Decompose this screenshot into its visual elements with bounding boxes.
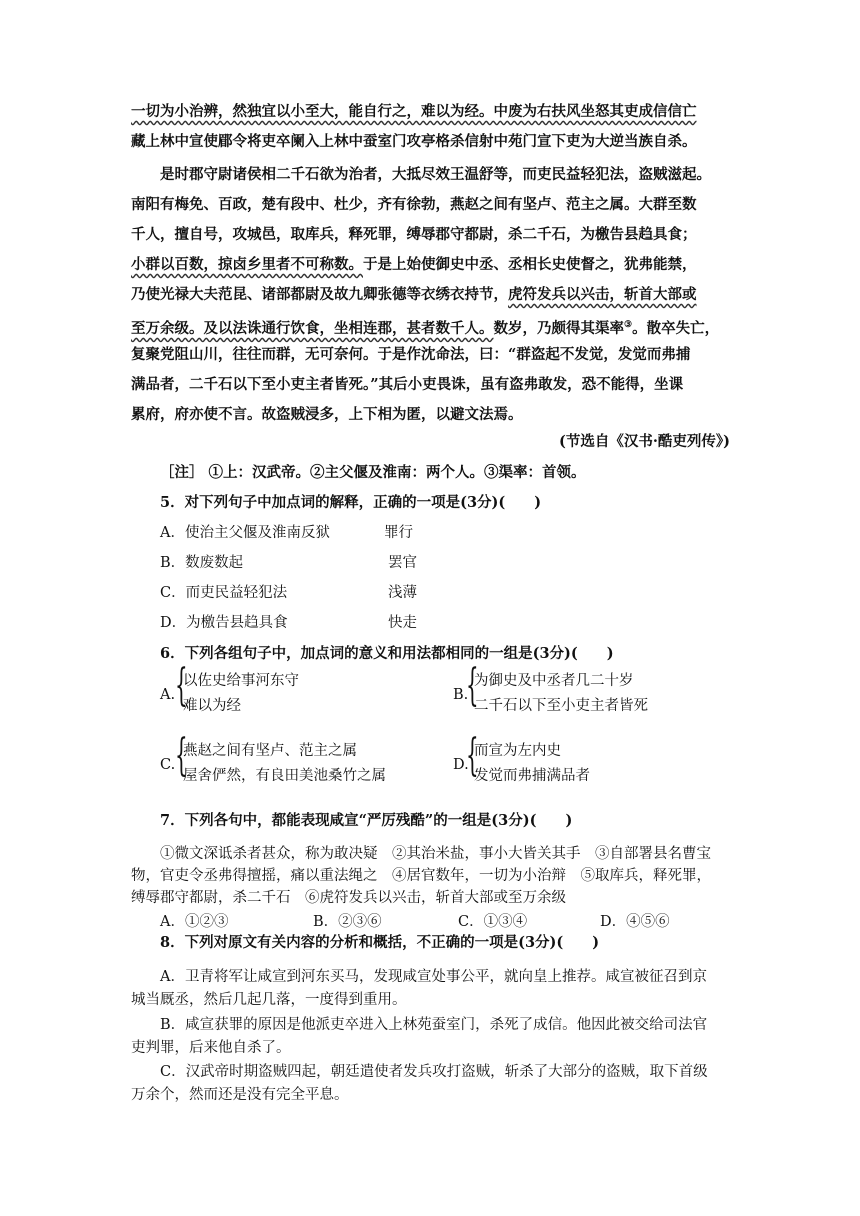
- passage-line-5: 千人，擅自号，攻城邑，取库兵，释死罪，缚辱郡守都尉，杀二千石，为檄告县趋具食；: [131, 226, 697, 243]
- q6-brace-c: {: [175, 730, 188, 781]
- q5-option-a[interactable]: [160, 524, 330, 542]
- question-8-stem: 8．下列对原文有关内容的分析和概括，不正确的一项是(3分)( ): [160, 934, 600, 951]
- passage-line-9: 复聚党阻山川，往往而群，无可奈何。于是作沈命法，曰：“群盗起不发觉，发觉而弗捕: [131, 346, 691, 363]
- passage-line-8-end: 。散卒失亡，: [632, 319, 720, 337]
- question-5-stem: 5．对下列句子中加点词的解释，正确的一项是(3分)( ): [160, 494, 542, 511]
- question-7-stem: 7．下列各句中，都能表现咸宣“严厉残酷”的一组是(3分)( ): [160, 812, 573, 829]
- q5-option-a-text: A．使治主父偃及淮南反狱: [160, 525, 330, 541]
- q6-a-sentence-2: 难以为经: [183, 698, 241, 714]
- q5-option-c-gloss: 浅薄: [388, 585, 417, 601]
- passage-line-6-rest: 于是上始使御史中丞、丞相长史使督之，犹弗能禁，: [363, 256, 697, 273]
- q6-a-sentence-1: 以佐史给事河东守: [183, 673, 299, 689]
- q7-line-2: 物，官吏令丞弗得擅摇，痛以重法绳之 ④居官数年，一切为小治辩 ⑤取库兵，释死罪，: [131, 868, 711, 884]
- passage-line-2: 藏上林中宣使郿令将吏卒阑入上林中蚕室门攻亭格杀信射中苑门宣下吏为大逆当族自杀。: [131, 133, 697, 150]
- q6-d-sentence-1: 而宣为左内史: [474, 743, 561, 759]
- q7-line-3: 缚辱郡守都尉，杀二千石 ⑥虎符发兵以兴击，斩首大部或至万余级: [131, 890, 566, 906]
- q7-option-a[interactable]: A．①②③: [160, 914, 229, 930]
- q6-brace-b: {: [466, 660, 479, 711]
- passage-line-8: [131, 316, 719, 338]
- q5-option-d-text: D．为檄告县趋具食: [160, 615, 288, 631]
- q7-line-1: ①微文深诋杀者甚众，称为敢决疑 ②其治米盐，事小大皆关其手 ③自部署县名曹宝: [160, 846, 711, 862]
- passage-line-10: 满品者，二千石以下至小吏主者皆死。”其后小吏畏诛，虽有盗弗敢发，恐不能得，坐课: [131, 376, 684, 393]
- q5-option-b[interactable]: [160, 554, 243, 572]
- q5-option-b-gloss: 罢官: [388, 555, 417, 571]
- passage-line-6-underlined: 小群以百数，掠卤乡里者不可称数。: [131, 256, 363, 273]
- passage-line-7-underlined: 虎符发兵以兴击，斩首大部或: [508, 286, 697, 303]
- annotation-note: ［注］ ①上：汉武帝。②主父偃及淮南：两个人。③渠率：首领。: [160, 464, 586, 481]
- q6-brace-d: {: [466, 730, 479, 781]
- q6-option-d-label[interactable]: D.: [453, 757, 469, 773]
- q8-option-a-line-1[interactable]: A．卫青将军让咸宣到河东买马，发现咸宣处事公平，就向皇上推荐。咸宣被征召到京: [160, 969, 707, 985]
- passage-line-11: 累府，府亦使不言。故盗贼浸多，上下相为匿，以避文法焉。: [131, 406, 523, 423]
- q7-option-d[interactable]: D．④⑤⑥: [600, 914, 670, 930]
- q6-option-b-label[interactable]: B.: [453, 687, 469, 703]
- passage-line-8-mid: 数岁，乃颇得其渠率: [493, 319, 624, 337]
- question-6-stem: 6．下列各组句子中，加点词的意义和用法都相同的一组是(3分)( ): [160, 645, 614, 662]
- q6-b-sentence-1: 为御史及中丞者几二十岁: [474, 673, 634, 689]
- q6-option-c-label[interactable]: C.: [160, 757, 176, 773]
- q8-option-b-line-1[interactable]: B．咸宣获罪的原因是他派吏卒进入上林苑蚕室门，杀死了成信。他因此被交给司法官: [160, 1017, 708, 1033]
- q5-option-c-text: C．而吏民益轻犯法: [160, 585, 288, 601]
- q7-option-c[interactable]: C．①③④: [458, 914, 528, 930]
- q8-option-b-line-2: 吏判罪，后来他自杀了。: [131, 1040, 291, 1056]
- passage-line-1: [131, 103, 697, 121]
- q8-option-c-line-1[interactable]: C．汉武帝时期盗贼四起，朝廷遣使者发兵攻打盗贼，斩杀了大部分的盗贼，取下首级: [160, 1064, 708, 1080]
- q5-option-b-text: B．数废数起: [160, 555, 244, 571]
- q6-b-sentence-2: 二千石以下至小吏主者皆死: [474, 698, 648, 714]
- passage-line-1-text: 一切为小治辨，然独宜以小至大，能自行之，难以为经。中废为右扶风坐怒其吏成信信亡: [131, 103, 697, 120]
- passage-line-6: [131, 256, 697, 274]
- q5-option-a-gloss: 罪行: [384, 525, 413, 541]
- q6-d-sentence-2: 发觉而弗捕满品者: [474, 768, 590, 784]
- q6-option-a-label[interactable]: A.: [160, 687, 176, 703]
- source-citation: (节选自《汉书·酷吏列传》): [558, 433, 730, 450]
- q8-option-a-line-2: 城当厩丞，然后几起几落，一度得到重用。: [131, 992, 407, 1008]
- passage-line-3: 是时郡守尉诸侯相二千石欲为治者，大抵尽效王温舒等，而吏民益轻犯法，盗贼滋起。: [160, 166, 711, 183]
- passage-line-4: 南阳有梅免、百政，楚有段中、杜少，齐有徐勃，燕赵之间有坚卢、范主之属。大群至数: [131, 196, 697, 213]
- footnote-mark: ③: [624, 320, 633, 330]
- passage-line-7-start: 乃使光禄大夫范昆、诸部都尉及故九卿张德等衣绣衣持节，: [131, 286, 508, 303]
- passage-line-8-underlined: 至万余级。及以法诛通行饮食，坐相连郡，甚者数千人。: [131, 319, 494, 337]
- q6-c-sentence-1: 燕赵之间有坚卢、范主之属: [183, 743, 357, 759]
- q5-option-d-gloss: 快走: [388, 615, 417, 631]
- q5-option-c[interactable]: [160, 584, 287, 602]
- q7-option-b[interactable]: B．②③⑥: [313, 914, 382, 930]
- q8-option-c-line-2: 万余个，然而还是没有完全平息。: [131, 1087, 349, 1103]
- q6-c-sentence-2: 屋舍俨然，有良田美池桑竹之属: [183, 768, 386, 784]
- q5-option-d[interactable]: [160, 614, 288, 632]
- passage-line-7: [131, 286, 697, 304]
- q6-brace-a: {: [175, 660, 188, 711]
